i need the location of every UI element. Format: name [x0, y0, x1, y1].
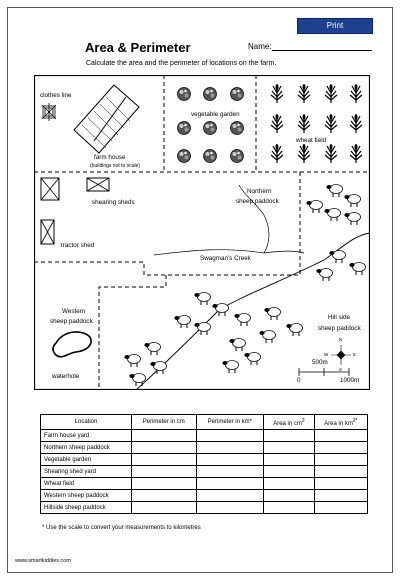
- col-perimeter-km: Perimeter in km*: [196, 415, 264, 430]
- col-area-cm: Area in $cm^2$: [264, 415, 315, 430]
- answer-cell[interactable]: [196, 478, 264, 490]
- answer-table: [40, 414, 368, 514]
- footer-url: www.smartkiddies.com: [15, 558, 71, 564]
- answer-cell[interactable]: [264, 490, 315, 502]
- answer-cell[interactable]: [314, 478, 367, 490]
- not-to-scale-note: (buildings not to scale): [90, 163, 141, 169]
- hillside-paddock-label-2: sheep paddock: [318, 325, 361, 332]
- northern-paddock-label: Northern: [247, 188, 272, 195]
- scale-1000-label: 1000m: [340, 377, 360, 384]
- table-row: [41, 430, 368, 442]
- name-field-line[interactable]: [272, 50, 372, 51]
- answer-cell[interactable]: [314, 454, 367, 466]
- scale-0-label: 0: [297, 377, 301, 384]
- col-area-km: Area in $km^{2*}$: [314, 415, 367, 430]
- vegetable-garden-label: vegetable garden: [191, 111, 240, 118]
- answer-cell[interactable]: [132, 442, 197, 454]
- location-cell: Vegetable garden: [41, 454, 132, 466]
- answer-cell[interactable]: [264, 502, 315, 514]
- compass-south: S: [339, 367, 343, 372]
- farm-map: [34, 75, 370, 390]
- name-label: Name:: [248, 42, 272, 51]
- answer-cell[interactable]: [132, 466, 197, 478]
- col-location: Location: [41, 415, 132, 430]
- answer-cell[interactable]: [196, 490, 264, 502]
- answer-cell[interactable]: [196, 454, 264, 466]
- answer-cell[interactable]: [314, 502, 367, 514]
- location-cell: Wheat field: [41, 478, 132, 490]
- col-perimeter-cm: Perimeter in cm: [132, 415, 197, 430]
- answer-cell[interactable]: [132, 490, 197, 502]
- answer-cell[interactable]: [196, 466, 264, 478]
- table-row: [41, 490, 368, 502]
- farm-house-label: farm house: [94, 154, 126, 161]
- western-paddock-label-2: sheep paddock: [50, 318, 93, 325]
- answer-cell[interactable]: [314, 466, 367, 478]
- table-header-row: [41, 415, 368, 430]
- answer-cell[interactable]: [132, 430, 197, 442]
- table-row: [41, 466, 368, 478]
- answer-cell[interactable]: [314, 430, 367, 442]
- print-button[interactable]: Print: [297, 18, 373, 34]
- answer-cell[interactable]: [196, 430, 264, 442]
- table-row: [41, 502, 368, 514]
- clothes-line-label: clothes line: [40, 92, 72, 99]
- answer-cell[interactable]: [132, 502, 197, 514]
- answer-cell[interactable]: [132, 478, 197, 490]
- answer-cell[interactable]: [264, 466, 315, 478]
- answer-cell[interactable]: [264, 430, 315, 442]
- answer-cell[interactable]: [264, 478, 315, 490]
- compass-east: E: [353, 352, 357, 357]
- compass-west: W: [324, 352, 329, 357]
- compass-north: N: [339, 337, 343, 342]
- answer-cell[interactable]: [132, 454, 197, 466]
- location-cell: Shearing shed yard: [41, 466, 132, 478]
- swagmans-creek-label: Swagman's Creek: [200, 255, 251, 262]
- scale-500-label: 500m: [312, 359, 328, 366]
- wheat-field-label: wheat field: [296, 137, 327, 144]
- table-row: [41, 454, 368, 466]
- farm-map-drawing: [34, 75, 370, 390]
- answer-cell[interactable]: [264, 442, 315, 454]
- northern-paddock-label-2: sheep paddock: [236, 198, 279, 205]
- answer-cell[interactable]: [264, 454, 315, 466]
- worksheet-title: Area & Perimeter: [85, 40, 191, 55]
- hillside-paddock-label: Hill side: [328, 314, 351, 321]
- tractor-shed-label: tractor shed: [61, 242, 95, 249]
- location-cell: Hillside sheep paddock: [41, 502, 132, 514]
- footnote: * Use the scale to convert your measurements to kilometres: [42, 525, 201, 531]
- location-cell: Farm house yard: [41, 430, 132, 442]
- table-row: [41, 442, 368, 454]
- shearing-sheds-label: shearing sheds: [92, 199, 135, 206]
- answer-cell[interactable]: [196, 502, 264, 514]
- location-cell: Western sheep paddock: [41, 490, 132, 502]
- location-cell: Northern sheep paddock: [41, 442, 132, 454]
- waterhole-label: waterhole: [52, 373, 80, 380]
- western-paddock-label: Western: [62, 308, 86, 315]
- answer-cell[interactable]: [196, 442, 264, 454]
- table-row: [41, 478, 368, 490]
- answer-cell[interactable]: [314, 442, 367, 454]
- answer-cell[interactable]: [314, 490, 367, 502]
- instructions: Calculate the area and the perimeter of locations on the farm.: [86, 60, 277, 67]
